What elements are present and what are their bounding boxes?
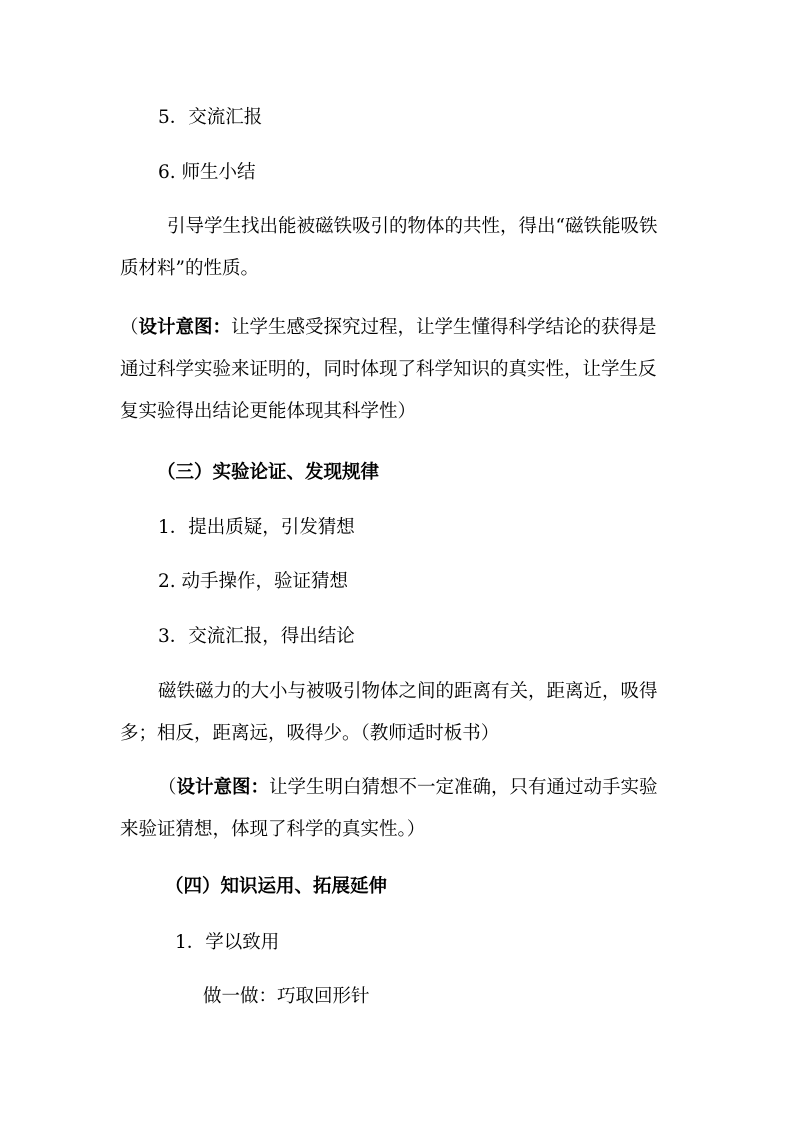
design-intent-label: 设计意图：	[176, 777, 270, 798]
step-3-heading: 3．交流汇报，得出结论	[158, 626, 355, 647]
paragraph-line: 多；相反，距离远，吸得少。（教师适时板书）	[120, 723, 500, 744]
paragraph-line: 来验证猜想，体现了科学的真实性。）	[120, 819, 426, 840]
paren-open: （	[120, 317, 139, 338]
design-intent-text: 让学生感受探究过程，让学生懂得科学结论的获得是	[231, 317, 657, 338]
paragraph-line: 通过科学实验来证明的，同时体现了科学知识的真实性，让学生反	[120, 359, 657, 380]
paragraph-line: 复实验得出结论更能体现其科学性）	[120, 401, 417, 422]
step-6-heading: 6. 师生小结	[158, 162, 256, 183]
section-heading-4: （四）知识运用、拓展延伸	[165, 876, 388, 897]
section-heading-3: （三）实验论证、发现规律	[157, 462, 380, 483]
step-1-heading: 1．学以致用	[175, 932, 280, 953]
paragraph-line: 磁铁磁力的大小与被吸引物体之间的距离有关，距离近，吸得	[158, 681, 658, 702]
design-intent-text: 让学生明白猜想不一定准确，只有通过动手实验	[269, 777, 658, 798]
design-intent-label: 设计意图：	[138, 317, 232, 338]
paragraph-line: 质材料”的性质。	[120, 258, 259, 279]
paren-open: （	[158, 777, 177, 798]
paragraph-line: 引导学生找出能被磁铁吸引的物体的共性，得出“磁铁能吸铁	[167, 216, 658, 237]
step-5-heading: 5．交流汇报	[158, 107, 263, 128]
design-intent-line	[158, 776, 658, 800]
activity-line: 做一做：巧取回形针	[203, 986, 370, 1007]
design-intent-line	[120, 316, 657, 340]
step-1-heading: 1．提出质疑，引发猜想	[158, 517, 355, 538]
step-2-heading: 2. 动手操作，验证猜想	[158, 571, 349, 592]
